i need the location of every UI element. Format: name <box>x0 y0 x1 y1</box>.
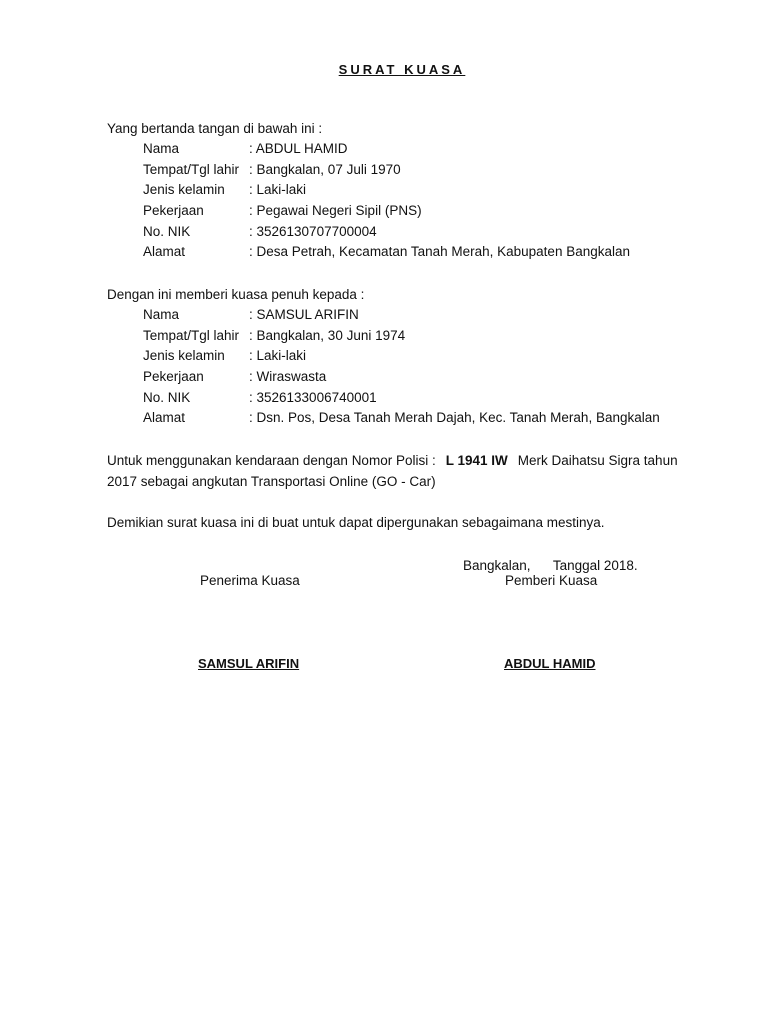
field-label: Alamat <box>143 244 186 260</box>
field-label: Tempat/Tgl lahir <box>143 161 240 177</box>
grantee-row <box>143 326 660 347</box>
grantor-row <box>143 242 630 263</box>
document-title: SURAT KUASA <box>338 62 466 77</box>
purpose-prefix: Untuk menggunakan kendaraan dengan Nomor Polisi : <box>107 453 436 468</box>
grantor-row <box>143 180 630 201</box>
field-label: Alamat <box>143 410 186 426</box>
field-label: Pekerjaan <box>143 369 204 385</box>
field-label: Jenis kelamin <box>143 348 225 364</box>
grantee-row <box>143 346 660 367</box>
grantee-row <box>143 388 660 409</box>
grantee-row <box>143 408 660 429</box>
grantee-details <box>143 305 660 429</box>
field-value: : 3526133006740001 <box>249 389 377 405</box>
field-label: Pekerjaan <box>143 203 204 219</box>
license-plate: L 1941 IW <box>445 453 508 468</box>
grantor-details <box>143 139 630 263</box>
field-value: : SAMSUL ARIFIN <box>249 307 359 322</box>
grantor-row <box>143 139 630 160</box>
place-date: Bangkalan, Tanggal 2018. <box>463 558 638 573</box>
field-value: : Desa Petrah, Kecamatan Tanah Merah, Kabupaten Bangkalan <box>249 244 631 260</box>
grantor-intro: Yang bertanda tangan di bawah ini : <box>107 121 323 136</box>
field-value: : 3526130707700004 <box>249 223 377 239</box>
field-value: : Dsn. Pos, Desa Tanah Merah Dajah, Kec. Tanah Merah, Bangkalan <box>249 410 660 426</box>
field-value: : ABDUL HAMID <box>249 141 348 156</box>
grantee-intro: Dengan ini memberi kuasa penuh kepada : <box>107 287 365 302</box>
field-value: : Bangkalan, 07 Juli 1970 <box>249 161 401 177</box>
field-label: Nama <box>143 141 180 156</box>
field-label: Tempat/Tgl lahir <box>143 327 240 343</box>
closing-paragraph: Demikian surat kuasa ini di buat untuk dapat dipergunakan sebagaimana mestinya. <box>107 515 605 530</box>
grantee-row <box>143 305 660 326</box>
giver-name: ABDUL HAMID <box>504 656 596 671</box>
purpose-paragraph <box>107 450 707 492</box>
field-label: Nama <box>143 307 180 322</box>
field-label: No. NIK <box>143 389 191 405</box>
field-value: : Wiraswasta <box>249 369 327 385</box>
grantor-row <box>143 201 630 222</box>
field-value: : Laki-laki <box>249 182 307 198</box>
purpose-suffix: Merk Daihatsu Sigra tahun 2017 sebagai angkutan Transportasi Online (GO - Car) <box>107 453 678 489</box>
receiver-name: SAMSUL ARIFIN <box>198 656 300 671</box>
grantor-row <box>143 160 630 181</box>
receiver-label: Penerima Kuasa <box>200 573 300 588</box>
grantor-row <box>143 222 630 243</box>
field-label: No. NIK <box>143 223 191 239</box>
field-value: : Bangkalan, 30 Juni 1974 <box>249 327 406 343</box>
field-value: : Laki-laki <box>249 348 307 364</box>
field-value: : Pegawai Negeri Sipil (PNS) <box>249 203 422 219</box>
giver-label: Pemberi Kuasa <box>505 573 598 588</box>
grantee-row <box>143 367 660 388</box>
field-label: Jenis kelamin <box>143 182 225 198</box>
